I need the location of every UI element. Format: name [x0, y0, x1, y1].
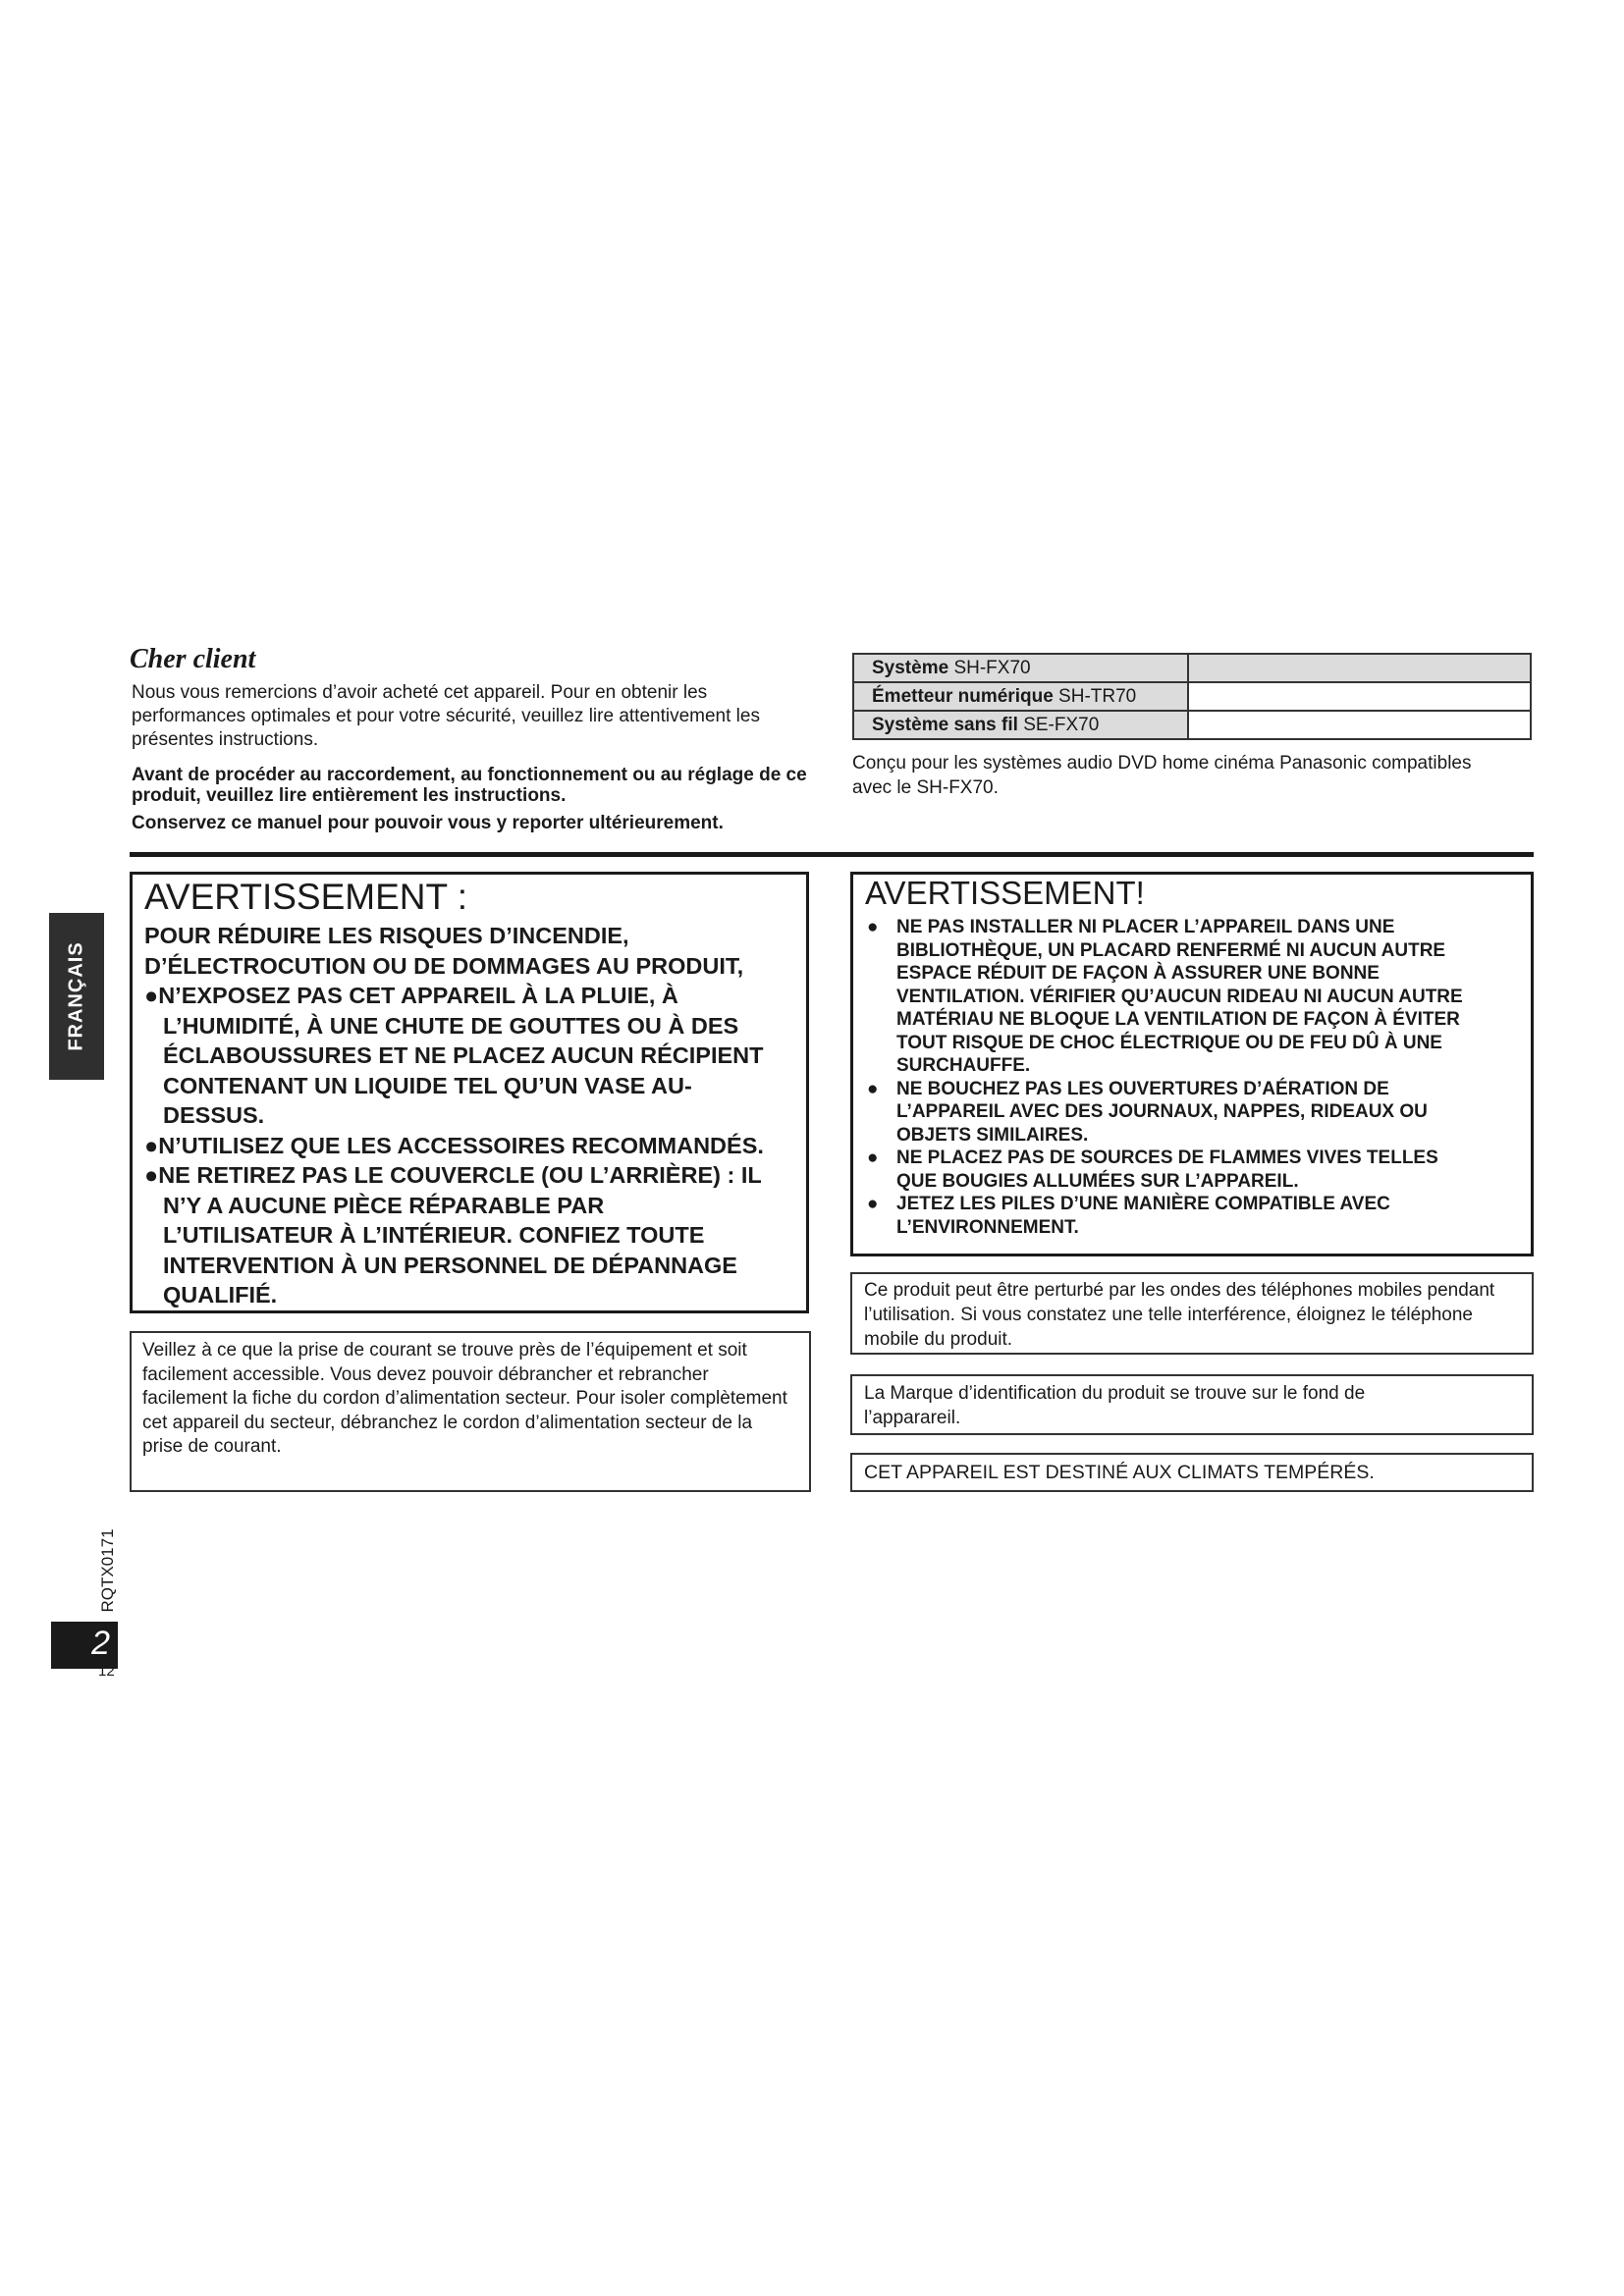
spec-blank-cell [1188, 654, 1531, 682]
document-code [94, 1517, 122, 1625]
warning-left-title: AVERTISSEMENT : [144, 877, 467, 917]
spec-row [853, 711, 1531, 739]
warning-line: TOUT RISQUE DE CHOC ÉLECTRIQUE OU DE FEU DÛ À UNE [896, 1032, 1442, 1053]
warning-line: L’UTILISATEUR À L’INTÉRIEUR. CONFIEZ TOUTE [163, 1222, 705, 1248]
intro-body: Nous vous remercions d’avoir acheté cet appareil. Pour en obtenir les performances optimales et pour votre sécurité, veuillez lire attentivement les présentes instructions. [132, 682, 760, 750]
bullet-icon: ● [867, 1194, 879, 1214]
spec-cell: Système sans fil SE-FX70 [853, 711, 1188, 739]
warning-line: MATÉRIAU NE BLOQUE LA VENTILATION DE FAÇON À ÉVITER [896, 1009, 1460, 1030]
warning-line: SURCHAUFFE. [896, 1055, 1031, 1076]
compatibility-note: Conçu pour les systèmes audio DVD home cinéma Panasonic compatibles avec le SH-FX70. [852, 753, 1472, 798]
spec-cell: Émetteur numérique SH-TR70 [853, 682, 1188, 711]
document-code-text: RQTX0171 [98, 1528, 117, 1613]
warning-line: QUALIFIÉ. [163, 1282, 278, 1308]
bullet-icon: ● [867, 1148, 879, 1168]
warning-right-body [867, 916, 1531, 1239]
warning-box-left [130, 872, 809, 1313]
warning-line: ESPACE RÉDUIT DE FAÇON À ASSURER UNE BONNE [896, 963, 1380, 984]
warning-line: ●NE RETIREZ PAS LE COUVERCLE (OU L’ARRIÈRE) : IL [144, 1162, 762, 1188]
warning-line: ÉCLABOUSSURES ET NE PLACEZ AUCUN RÉCIPIENT [163, 1042, 764, 1068]
spec-blank-cell [1188, 682, 1531, 711]
spec-row [853, 654, 1531, 682]
bullet-icon: ● [867, 1078, 879, 1099]
warning-line: ●N’EXPOSEZ PAS CET APPAREIL À LA PLUIE, À [144, 983, 678, 1008]
warning-line: INTERVENTION À UN PERSONNEL DE DÉPANNAGE [163, 1252, 737, 1278]
warning-line: NE PAS INSTALLER NI PLACER L’APPAREIL DANS UNE [896, 917, 1395, 937]
spec-blank-cell [1188, 711, 1531, 739]
climate-note: CET APPAREIL EST DESTINÉ AUX CLIMATS TEMPÉRÉS. [864, 1462, 1375, 1483]
intro-title: Cher client [130, 644, 256, 674]
warning-line: L’HUMIDITÉ, À UNE CHUTE DE GOUTTES OU À DES [163, 1012, 739, 1039]
warning-box-right [850, 872, 1534, 1256]
identification-mark-box [850, 1374, 1534, 1435]
intro-bold-note: Avant de procéder au raccordement, au fonctionnement ou au réglage de ce produit, veuillez lire entièrement les instructions. [132, 765, 807, 806]
warning-item [867, 1147, 1531, 1193]
warning-line: VENTILATION. VÉRIFIER QU’AUCUN RIDEAU NI AUCUN AUTRE [896, 986, 1463, 1007]
page-sub-number: 12 [98, 1663, 115, 1680]
warning-line: L’ENVIRONNEMENT. [896, 1216, 1079, 1238]
identification-mark-note: La Marque d’identification du produit se trouve sur le fond de l’apparareil. [864, 1383, 1366, 1428]
warning-line: QUE BOUGIES ALLUMÉES SUR L’APPAREIL. [896, 1170, 1299, 1192]
climate-note-box [850, 1453, 1534, 1492]
warning-item [867, 1078, 1531, 1148]
language-tab [49, 913, 104, 1080]
warning-line: NE BOUCHEZ PAS LES OUVERTURES D’AÉRATION DE [896, 1078, 1389, 1099]
warning-line: DESSUS. [163, 1102, 265, 1128]
intro-keep-note: Conservez ce manuel pour pouvoir vous y reporter ultérieurement. [132, 813, 724, 833]
warning-item [867, 916, 1531, 1078]
warning-left-body [144, 921, 812, 1310]
warning-line: OBJETS SIMILAIRES. [896, 1124, 1089, 1146]
mobile-phone-note: Ce produit peut être perturbé par les ondes des téléphones mobiles pendant l’utilisation. Si vous constatez une telle interférence, éloignez le téléphone mobile du produit. [864, 1280, 1495, 1350]
power-supply-note: Veillez à ce que la prise de courant se trouve près de l’équipement et soit facilement accessible. Vous devez pouvoir débrancher et rebrancher facilement la fiche du cordon d’alimentation secteur. Pour isoler complètement cet appareil du secteur, débranchez le cordon d’alimentation secteur de la prise de courant. [142, 1340, 787, 1457]
warning-line: N’Y A AUCUNE PIÈCE RÉPARABLE PAR [163, 1192, 605, 1218]
warning-line: POUR RÉDUIRE LES RISQUES D’INCENDIE, [144, 923, 629, 948]
warning-line: JETEZ LES PILES D’UNE MANIÈRE COMPATIBLE AVEC [896, 1194, 1390, 1214]
page-number-box [51, 1622, 118, 1669]
warning-line: L’APPAREIL AVEC DES JOURNAUX, NAPPES, RIDEAUX OU [896, 1101, 1428, 1122]
warning-item [867, 1193, 1531, 1239]
power-supply-note-box [130, 1331, 811, 1492]
section-divider [130, 852, 1534, 857]
mobile-phone-note-box [850, 1272, 1534, 1355]
spec-table [852, 653, 1532, 740]
warning-line: NE PLACEZ PAS DE SOURCES DE FLAMMES VIVES TELLES [896, 1148, 1438, 1168]
warning-line: ●N’UTILISEZ QUE LES ACCESSOIRES RECOMMANDÉS. [144, 1132, 764, 1158]
spec-row [853, 682, 1531, 711]
warning-line: BIBLIOTHÈQUE, UN PLACARD RENFERMÉ NI AUCUN AUTRE [896, 939, 1446, 961]
bullet-icon: ● [867, 917, 879, 937]
warning-line: D’ÉLECTROCUTION OU DE DOMMAGES AU PRODUIT, [144, 952, 744, 979]
spec-cell: Système SH-FX70 [853, 654, 1188, 682]
warning-line: CONTENANT UN LIQUIDE TEL QU’UN VASE AU- [163, 1072, 692, 1098]
language-tab-label: FRANÇAIS [65, 941, 87, 1051]
warning-right-title: AVERTISSEMENT! [865, 875, 1145, 911]
page-number: 2 [91, 1625, 110, 1662]
